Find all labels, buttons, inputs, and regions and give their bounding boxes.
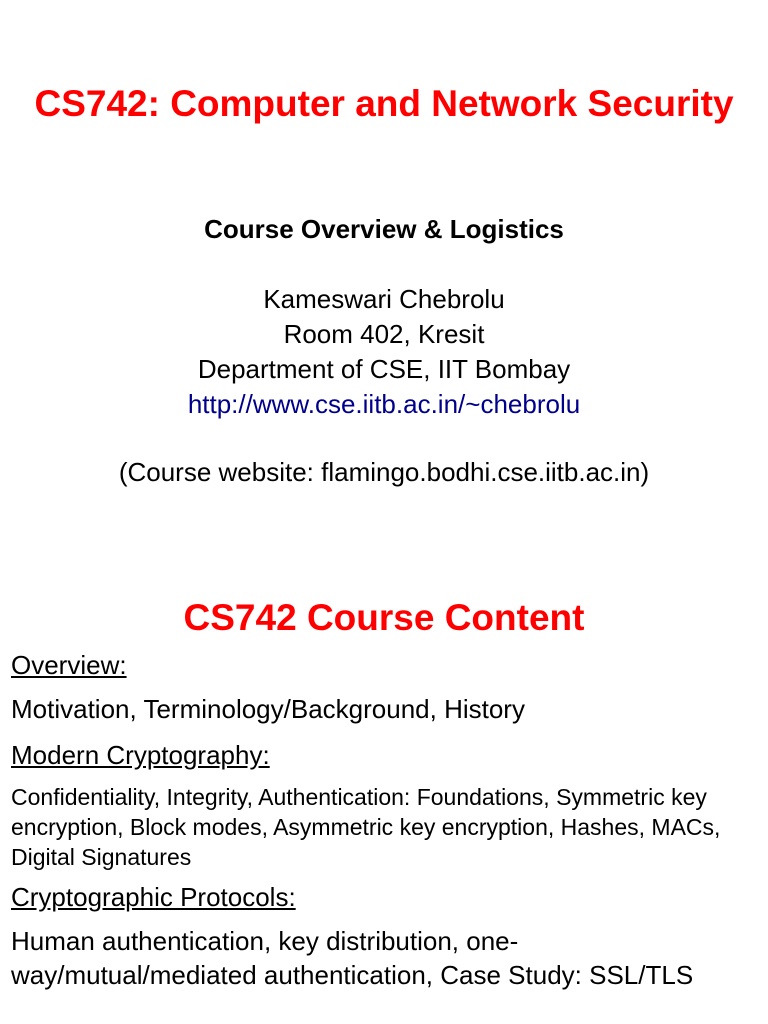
section-heading-cryptographic-protocols: Cryptographic Protocols: [11,882,296,912]
course-title: CS742: Computer and Network Security [34,83,734,124]
instructor-info [0,282,768,422]
section-heading-modern-cryptography: Modern Cryptography: [11,740,270,770]
homepage-link[interactable]: http://www.cse.iitb.ac.in/~chebrolu [187,389,581,419]
department-info: Department of CSE, IIT Bombay [197,354,571,384]
section-body-cryptographic-protocols: Human authentication, key distribution, one-way/mutual/mediated authentication, Case Study: SSL/TLS [11,926,694,990]
content-slide [0,578,768,1024]
section-body-modern-cryptography: Confidentiality, Integrity, Authentication: Foundations, Symmetric key encryption, Block modes, Asymmetric key encryption, Hashes, MACs, Digital Signatures [11,784,721,870]
instructor-name: Kameswari Chebrolu [263,284,505,314]
room-info: Room 402, Kresit [283,319,485,349]
course-website-note: (Course website: flamingo.bodhi.cse.iitb.ac.in) [118,457,650,487]
content-title: CS742 Course Content [183,597,585,638]
section-heading-overview: Overview: [11,650,127,680]
course-subtitle: Course Overview & Logistics [204,214,564,244]
content-list [11,648,761,1004]
section-body-overview: Motivation, Terminology/Background, History [11,694,525,724]
